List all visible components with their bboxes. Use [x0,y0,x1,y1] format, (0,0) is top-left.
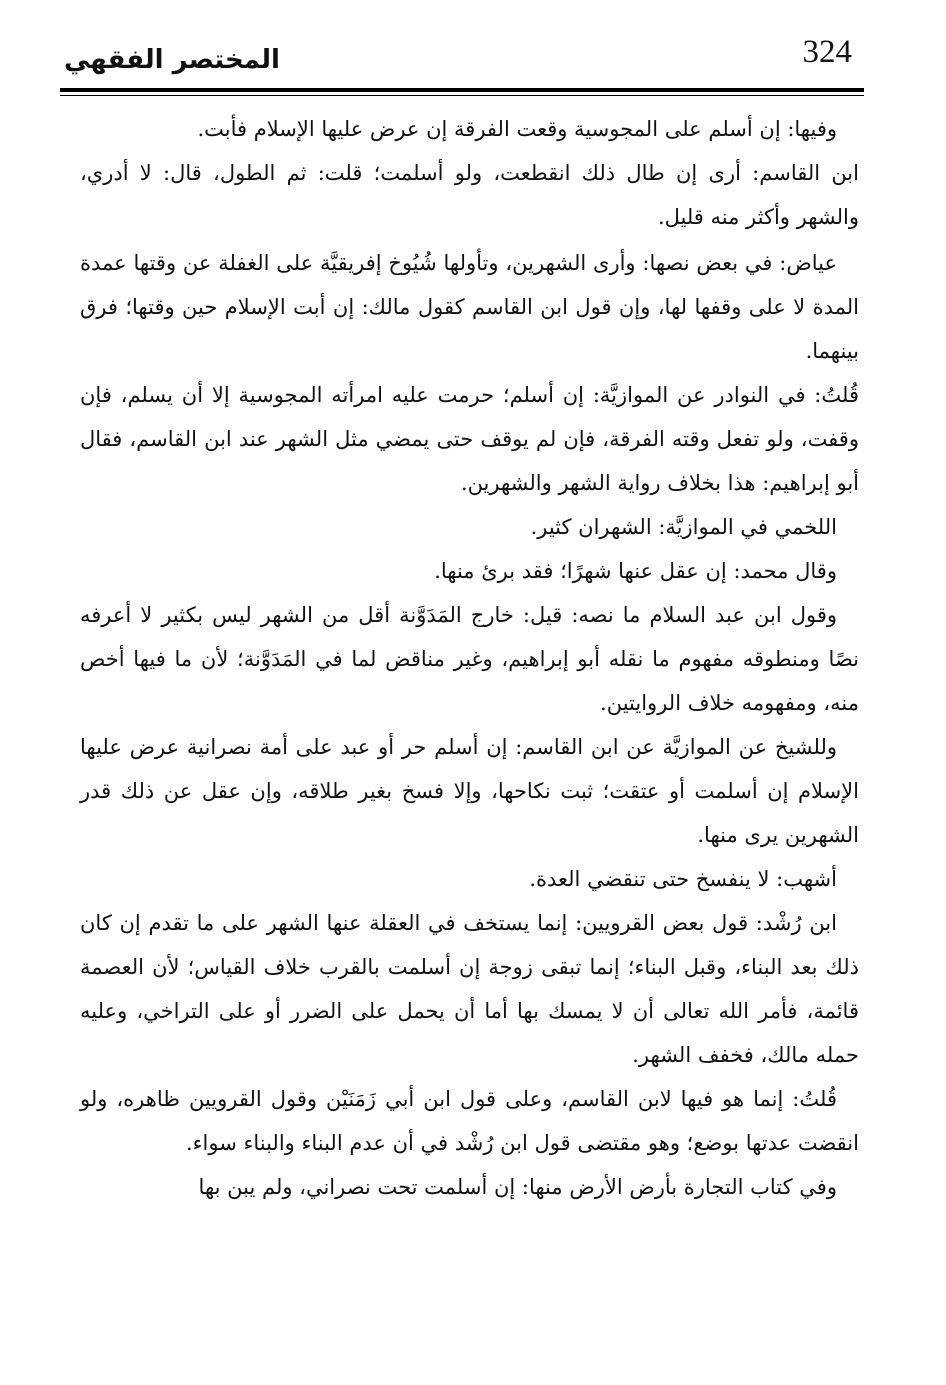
paragraph: قُلتُ: إنما هو فيها لابن القاسم، وعلى قول ابن أبي زَمَنَيْن وقول القرويين ظاهره، ولو انقضت عدتها بوضع؛ وهو مقتضى قول ابن رُشْد في أن عدم البناء والبناء سواء. [80,1087,859,1155]
page-number: 324 [802,34,852,70]
paragraph: قُلتُ: في النوادر عن الموازيَّة: إن أسلم؛ حرمت عليه امرأته المجوسية إلا أن يسلم، فإن وقفت، ولو تفعل وقته الفرقة، فإن لم يوقف حتى يمضي مثل الشهر عند ابن القاسم، فقال أبو إبراهيم: هذا بخلاف رواية الشهر والشهرين. [80,383,859,495]
page-header [60,28,864,90]
paragraph: وفي كتاب التجارة بأرض الأرض منها: إن أسلمت تحت نصراني، ولم يبن بها [198,1175,837,1199]
paragraph: أشهب: لا ينفسخ حتى تنقضي العدة. [529,867,837,891]
paragraph: ابن رُشْد: قول بعض القرويين: إنما يستخف في العقلة عنها الشهر على ما تقدم إن كان ذلك بعد البناء، وقبل البناء؛ إنما تبقى زوجة إن أسلمت بالقرب خلاف القياس؛ لأن العصمة قائمة، فأمر الله تعالى أن لا يمسك بها أما أن يحمل على الضرر أو على التراخي، وعليه حمله مالك، فخفف الشهر. [80,911,859,1067]
paragraph: وللشيخ عن الموازيَّة عن ابن القاسم: إن أسلم حر أو عبد على أمة نصرانية عرض عليها الإسلام إن أسلمت أو عتقت؛ ثبت نكاحها، وإلا فسخ بغير طلاقه، وإن عقل عن ذلك قدر الشهرين يرى منها. [80,735,859,847]
running-title: المختصر الفقهي [64,45,280,75]
header-rule-thin [60,95,864,96]
paragraph: وقول ابن عبد السلام ما نصه: قيل: خارج المَدَوَّنة أقل من الشهر ليس بكثير لا أعرفه نصًا ومنطوقه مفهوم ما نقله أبو إبراهيم، وغير مناقض لما في المَدَوَّنة؛ لأن ما فيها أخص منه، ومفهومه خلاف الروايتين. [80,603,859,715]
paragraph: عياض: في بعض نصها: وأرى الشهرين، وتأولها شُيُوخ إفريقيَّة على الغفلة عن وقتها عمدة المدة لا على وقفها لها، وإن قول ابن القاسم كقول مالك: إن أبت الإسلام حين وقتها؛ فرق بينهما. [80,251,859,363]
header-rule-thick [60,88,864,92]
paragraph: وفيها: إن أسلم على المجوسية وقعت الفرقة إن عرض عليها الإسلام فأبت. [197,117,837,141]
paragraph: وقال محمد: إن عقل عنها شهرًا؛ فقد برئ منها. [434,559,837,583]
page-body [80,107,859,1209]
paragraph: اللخمي في الموازيَّة: الشهران كثير. [530,515,837,539]
paragraph: ابن القاسم: أرى إن طال ذلك انقطعت، ولو أسلمت؛ قلت: ثم الطول، قال: لا أدري، والشهر وأكثر منه قليل. [80,161,859,229]
